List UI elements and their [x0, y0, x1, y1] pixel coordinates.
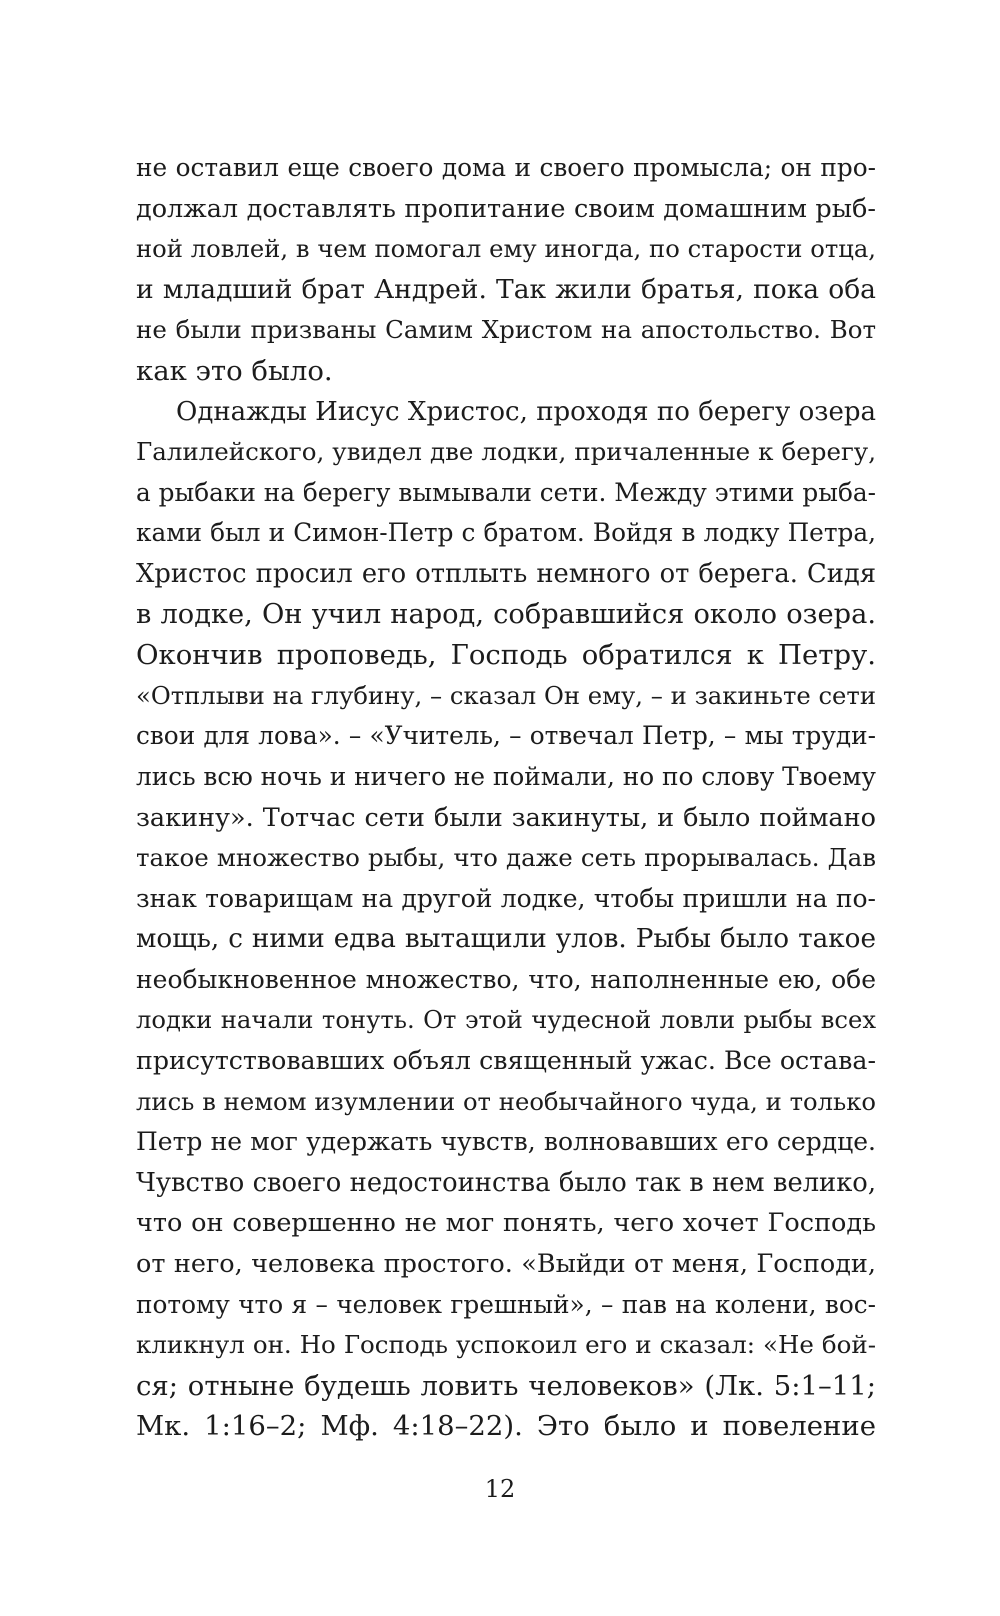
- text-line: лодки начали тонуть. От этой чудесной ловли рыбы всех: [136, 1005, 876, 1035]
- text-line: ся; отныне будешь ловить человеков» (Лк. 5:1–11;: [136, 1369, 876, 1402]
- text-line: что он совершенно не мог понять, чего хочет Господь: [136, 1208, 876, 1239]
- paragraph-first-line: Однажды Иисус Христос, проходя по берегу озера: [176, 396, 876, 427]
- text-line: закину». Тотчас сети были закинуты, и было поймано: [136, 802, 876, 833]
- text-line: необыкновенное множество, что, наполненные ею, обе: [136, 964, 876, 994]
- text-line: не были призваны Самим Христом на апостольство. Вот: [136, 315, 876, 345]
- text-line: Христос просил его отплыть немного от берега. Сидя: [136, 558, 876, 589]
- text-line: Чувство своего недостоинства было так в нем велико,: [136, 1167, 876, 1198]
- body-text: [136, 148, 876, 1447]
- text-line: ками был и Симон-Петр с братом. Войдя в лодку Петра,: [136, 518, 876, 548]
- text-line: мощь, с ними едва вытащили улов. Рыбы было такое: [136, 924, 876, 955]
- page-number: 12: [484, 1475, 516, 1503]
- text-line: такое множество рыбы, что даже сеть прорывалась. Дав: [136, 843, 876, 873]
- text-line: Галилейского, увидел две лодки, причаленные к берегу,: [136, 437, 876, 467]
- text-line: Петр не мог удержать чувств, волновавших его сердце.: [136, 1127, 876, 1157]
- text-line: присутствовавших объял священный ужас. Все остава-: [136, 1046, 876, 1076]
- text-line: ной ловлей, в чем помогал ему иногда, по старости отца,: [136, 234, 876, 264]
- text-line: должал доставлять пропитание своим домашним рыб-: [136, 193, 876, 224]
- text-line: «Отплыви на глубину, – сказал Он ему, – и закиньте сети: [136, 680, 876, 710]
- text-line: лись в немом изумлении от необычайного чуда, и только: [136, 1086, 876, 1116]
- text-line: и младший брат Андрей. Так жили братья, пока оба: [136, 273, 876, 305]
- text-line: от него, человека простого. «Выйди от меня, Господи,: [136, 1249, 876, 1280]
- text-line: а рыбаки на берегу вымывали сети. Между этими рыба-: [136, 477, 876, 507]
- text-line: кликнул он. Но Господь успокоил его и сказал: «Не бой-: [136, 1330, 876, 1360]
- text-line: не оставил еще своего дома и своего промысла; он про-: [136, 153, 876, 182]
- text-line: как это было.: [136, 354, 333, 387]
- text-line: потому что я – человек грешный», – пав на колени, вос-: [136, 1289, 876, 1319]
- text-line: в лодке, Он учил народ, собравшийся около озера.: [136, 598, 876, 630]
- text-line: Мк. 1:16–2; Мф. 4:18–22). Это было и повеление: [136, 1410, 876, 1443]
- text-line: знак товарищам на другой лодке, чтобы пришли на по-: [136, 883, 876, 913]
- text-line: лись всю ночь и ничего не поймали, но по слову Твоему: [136, 761, 876, 791]
- text-line: свои для лова». – «Учитель, – отвечал Петр, – мы труди-: [136, 721, 876, 751]
- text-line: Окончив проповедь, Господь обратился к Петру.: [136, 639, 876, 672]
